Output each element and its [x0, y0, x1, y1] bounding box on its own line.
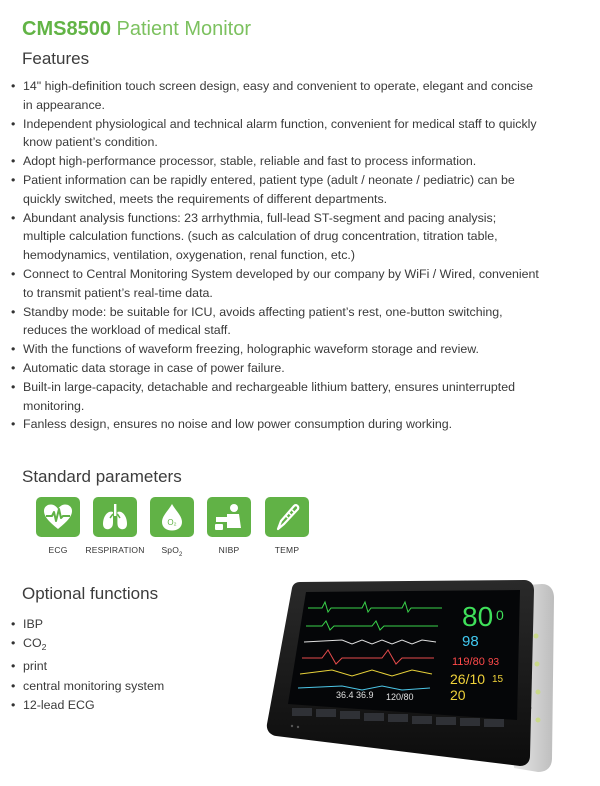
list-item: • $CO_2$ — [10, 634, 164, 657]
list-item: • With the functions of waveform freezing, holographic waveform storage and review. — [10, 340, 540, 359]
list-item: • Connect to Central Monitoring System developed by our company by WiFi / Wired, convenient to transmit patient’s real-time data. — [10, 265, 540, 303]
blood-pressure-icon — [207, 497, 251, 537]
thermometer-icon — [265, 497, 309, 537]
list-item: • Fanless design, ensures no noise and low power consumption during working. — [10, 415, 540, 434]
list-item: • Independent physiological and technical alarm function, convenient for medical staff to quickly know patient’s condition. — [10, 115, 540, 153]
monitor-nibp-small: 120/80 — [386, 692, 414, 702]
page-title — [22, 16, 251, 42]
features-heading: Features — [22, 49, 90, 68]
monitor-spo2: 98 — [462, 633, 479, 650]
list-item: • Patient information can be rapidly entered, patient type (adult / neonate / pediatric) can be quickly switched, meets the requirements of different departments. — [10, 171, 540, 209]
product-name: Patient Monitor — [116, 18, 252, 40]
monitor-pr: 15 — [492, 674, 504, 685]
param-label: ECG — [48, 545, 68, 555]
list-item: • Abundant analysis functions: 23 arrhythmia, full-lead ST-segment and pacing analysis; multiple calculation functions. (such as calculation of drug concentration, titration table, hemodynamics, ventilation, oxygenation, renal function, etc.) — [10, 209, 540, 265]
list-item: • Built-in large-capacity, detachable and rechargeable lithium battery, ensures uninterrupted monitoring. — [10, 378, 540, 416]
param-ecg — [26, 497, 90, 555]
svg-text:O₂: O₂ — [167, 518, 177, 527]
list-item: • 14" high-definition touch screen design, easy and convenient to operate, elegant and concise in appearance. — [10, 77, 540, 115]
param-spo2 — [140, 497, 204, 558]
features-list — [10, 77, 540, 434]
patient-monitor-image — [262, 578, 558, 778]
param-respiration — [83, 497, 147, 555]
optional-functions-list — [10, 615, 164, 715]
monitor-temp: 20 — [450, 687, 466, 703]
list-item: • Automatic data storage in case of power failure. — [10, 359, 540, 378]
monitor-nibp: 119/80 — [452, 656, 485, 668]
list-item: • central monitoring system — [10, 677, 164, 696]
standard-parameters-heading: Standard parameters — [22, 467, 182, 486]
monitor-temp-values: 36.4 36.9 — [336, 690, 374, 700]
model-number: CMS8500 — [22, 18, 111, 40]
param-label: NIBP — [218, 545, 240, 555]
list-item: • 12-lead ECG — [10, 696, 164, 715]
o2-drop-icon — [150, 497, 194, 537]
param-label: TEMP — [274, 545, 300, 555]
heart-ecg-icon — [36, 497, 80, 537]
list-item: • Standby mode: be suitable for ICU, avoids affecting patient’s rest, one-button switching, reduces the workload of medical staff. — [10, 303, 540, 341]
monitor-hr: 80 — [462, 601, 494, 632]
lungs-icon — [93, 497, 137, 537]
monitor-resp: 26/10 — [450, 671, 486, 687]
list-item: • Adopt high-performance processor, stable, reliable and fast to process information. — [10, 152, 540, 171]
monitor-map: 93 — [488, 657, 500, 668]
svg-text:0: 0 — [496, 607, 504, 623]
param-label: SpO$_2$ — [161, 545, 183, 558]
param-temp — [255, 497, 319, 555]
list-item: • IBP — [10, 615, 164, 634]
optional-functions-heading: Optional functions — [22, 584, 159, 603]
list-item: • print — [10, 657, 164, 676]
param-label: RESPIRATION — [85, 545, 145, 555]
param-nibp — [197, 497, 261, 555]
